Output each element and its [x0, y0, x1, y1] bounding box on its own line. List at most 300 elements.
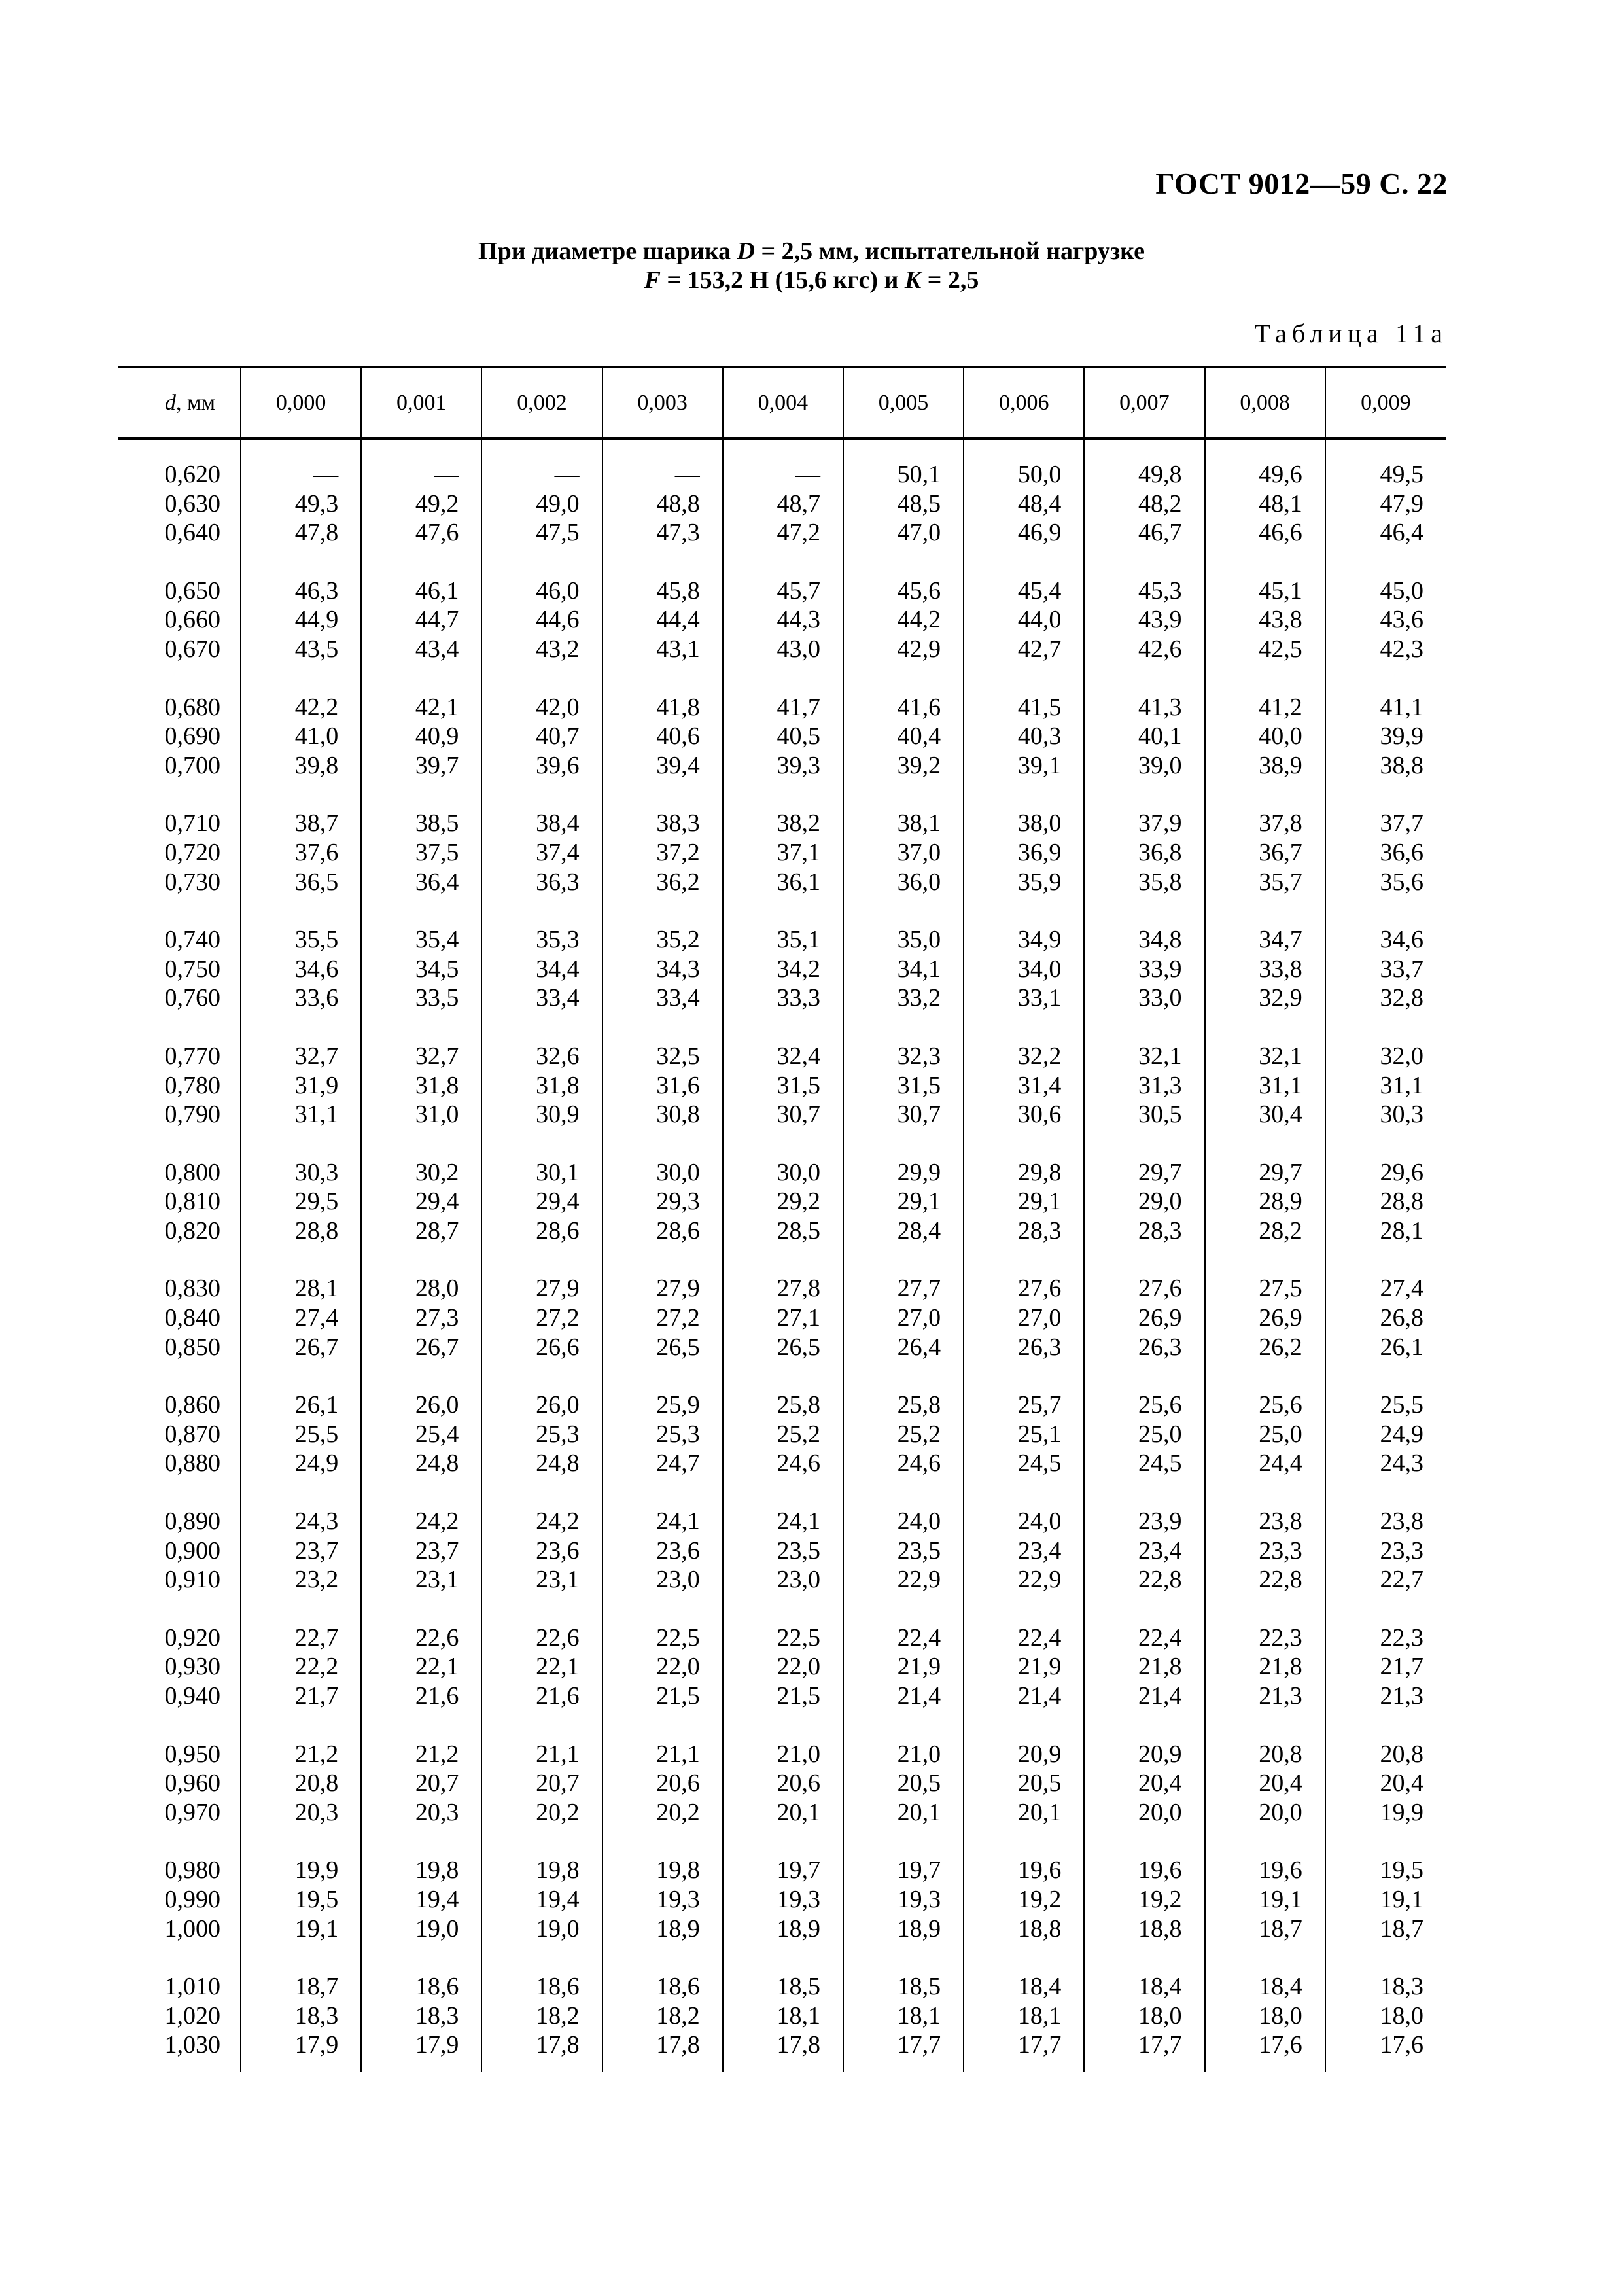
- hardness-cell: 32,8: [1325, 983, 1446, 1013]
- hardness-cell: 33,2: [843, 983, 964, 1013]
- hardness-cell: 23,8: [1325, 1478, 1446, 1536]
- hardness-cell: 19,6: [1084, 1827, 1204, 1885]
- hardness-cell: 34,9: [964, 896, 1084, 955]
- hardness-cell: 28,0: [361, 1245, 481, 1303]
- hardness-cell: 22,6: [361, 1595, 481, 1653]
- hardness-cell: 27,7: [843, 1245, 964, 1303]
- hardness-cell: 49,8: [1084, 439, 1204, 489]
- hardness-cell: 40,0: [1205, 722, 1325, 751]
- table-row: [118, 1303, 1446, 1333]
- hardness-cell: 17,6: [1205, 2030, 1325, 2072]
- hardness-cell: 37,8: [1205, 780, 1325, 838]
- diameter-cell: 0,960: [164, 1769, 220, 1797]
- hardness-cell: 30,0: [723, 1129, 843, 1188]
- diameter-cell: 0,780: [164, 1071, 220, 1099]
- hardness-cell: 24,8: [361, 1449, 481, 1478]
- hardness-cell: 25,6: [1084, 1362, 1204, 1420]
- hardness-cell: 45,3: [1084, 548, 1204, 606]
- hardness-cell: —: [602, 439, 723, 489]
- hardness-cell: 24,2: [361, 1478, 481, 1536]
- hardness-cell: 18,4: [964, 1943, 1084, 2002]
- hardness-cell: 23,4: [1084, 1536, 1204, 1566]
- diameter-cell: 0,640: [164, 519, 220, 547]
- hardness-cell: 44,7: [361, 605, 481, 635]
- hardness-cell: 35,1: [723, 896, 843, 955]
- hardness-cell: 26,7: [241, 1333, 361, 1362]
- hardness-cell: 22,5: [723, 1595, 843, 1653]
- hardness-cell: 26,5: [602, 1333, 723, 1362]
- hardness-cell: 31,5: [723, 1071, 843, 1101]
- hardness-cell: 23,3: [1205, 1536, 1325, 1566]
- hardness-cell: 29,4: [361, 1187, 481, 1216]
- hardness-cell: 18,1: [964, 2002, 1084, 2031]
- hardness-cell: 24,3: [1325, 1449, 1446, 1478]
- hardness-cell: 35,8: [1084, 868, 1204, 897]
- hardness-cell: 49,6: [1205, 439, 1325, 489]
- table-row: [118, 664, 1446, 722]
- hardness-cell: 24,1: [602, 1478, 723, 1536]
- hardness-cell: 18,7: [1205, 1915, 1325, 1944]
- hardness-cell: 18,5: [843, 1943, 964, 2002]
- hardness-cell: 35,6: [1325, 868, 1446, 897]
- hardness-cell: 30,7: [843, 1100, 964, 1129]
- hardness-cell: 20,8: [1205, 1711, 1325, 1769]
- hardness-cell: 27,9: [602, 1245, 723, 1303]
- hardness-cell: 28,7: [361, 1216, 481, 1246]
- diameter-cell: 0,710: [164, 809, 220, 838]
- caption-text: = 2,5: [921, 266, 979, 294]
- table-row: [118, 1682, 1446, 1711]
- hardness-cell: 19,3: [843, 1885, 964, 1915]
- hardness-cell: 18,6: [602, 1943, 723, 2002]
- diameter-cell: 0,740: [164, 926, 220, 954]
- hardness-cell: 21,5: [723, 1682, 843, 1711]
- hardness-cell: 33,0: [1084, 983, 1204, 1013]
- hardness-cell: 37,7: [1325, 780, 1446, 838]
- hardness-cell: 32,3: [843, 1013, 964, 1071]
- table-row: [118, 518, 1446, 548]
- column-header: 0,004: [723, 368, 843, 439]
- diameter-cell: 0,920: [164, 1623, 220, 1651]
- caption-line-1: [0, 237, 1623, 266]
- table-row: [118, 1478, 1446, 1536]
- hardness-cell: 35,0: [843, 896, 964, 955]
- hardness-cell: 23,3: [1325, 1536, 1446, 1566]
- hardness-cell: 19,1: [1325, 1885, 1446, 1915]
- diameter-cell: 0,990: [164, 1885, 220, 1913]
- hardness-cell: 23,8: [1205, 1478, 1325, 1536]
- hardness-cell: 31,1: [1325, 1071, 1446, 1101]
- hardness-cell: 42,0: [481, 664, 602, 722]
- hardness-cell: 21,7: [241, 1682, 361, 1711]
- hardness-cell: 21,6: [481, 1682, 602, 1711]
- table-row: [118, 1798, 1446, 1828]
- hardness-cell: 21,2: [361, 1711, 481, 1769]
- hardness-cell: 46,9: [964, 518, 1084, 548]
- hardness-cell: —: [481, 439, 602, 489]
- hardness-cell: 39,6: [481, 751, 602, 781]
- column-header: 0,001: [361, 368, 481, 439]
- diameter-cell: 0,620: [164, 461, 220, 488]
- hardness-cell: 36,7: [1205, 838, 1325, 868]
- table-row: [118, 1187, 1446, 1216]
- hardness-cell: 26,2: [1205, 1333, 1325, 1362]
- table-row: [118, 896, 1446, 955]
- column-header: 0,009: [1325, 368, 1446, 439]
- hardness-cell: 46,7: [1084, 518, 1204, 548]
- hardness-cell: 41,0: [241, 722, 361, 751]
- hardness-cell: 24,9: [241, 1449, 361, 1478]
- hardness-table: [118, 366, 1446, 2072]
- hardness-cell: 19,8: [481, 1827, 602, 1885]
- table-row: [118, 751, 1446, 781]
- column-header: 0,000: [241, 368, 361, 439]
- hardness-cell: 33,9: [1084, 955, 1204, 984]
- hardness-cell: 35,2: [602, 896, 723, 955]
- diameter-cell: 0,800: [164, 1158, 220, 1186]
- table-row: [118, 1885, 1446, 1915]
- hardness-cell: 50,1: [843, 439, 964, 489]
- table-row: [118, 489, 1446, 519]
- caption-text: = 2,5 мм, испытательной нагрузке: [754, 238, 1145, 265]
- hardness-cell: 23,4: [964, 1536, 1084, 1566]
- table-caption: [0, 237, 1623, 294]
- hardness-cell: 17,7: [843, 2030, 964, 2072]
- diameter-cell: 0,670: [164, 635, 220, 663]
- hardness-cell: 24,9: [1325, 1420, 1446, 1449]
- hardness-cell: 31,8: [481, 1071, 602, 1101]
- table-header-row: [118, 368, 1446, 439]
- hardness-cell: 22,8: [1084, 1565, 1204, 1595]
- hardness-cell: 30,4: [1205, 1100, 1325, 1129]
- diameter-cell: 1,010: [164, 1973, 220, 2001]
- hardness-cell: 21,0: [723, 1711, 843, 1769]
- diameter-cell: 0,730: [164, 868, 220, 896]
- hardness-cell: 35,4: [361, 896, 481, 955]
- hardness-cell: 24,3: [241, 1478, 361, 1536]
- hardness-cell: 24,6: [723, 1449, 843, 1478]
- hardness-cell: 27,6: [964, 1245, 1084, 1303]
- diameter-cell: 0,630: [164, 489, 220, 518]
- hardness-cell: 24,2: [481, 1478, 602, 1536]
- hardness-cell: 21,6: [361, 1682, 481, 1711]
- header-variable: d: [164, 390, 176, 415]
- hardness-cell: 34,8: [1084, 896, 1204, 955]
- diameter-cell: 0,820: [164, 1216, 220, 1245]
- hardness-cell: 32,4: [723, 1013, 843, 1071]
- hardness-cell: 37,6: [241, 838, 361, 868]
- hardness-cell: 27,4: [241, 1303, 361, 1333]
- hardness-cell: 20,2: [602, 1798, 723, 1828]
- table-row: [118, 722, 1446, 751]
- hardness-cell: 45,0: [1325, 548, 1446, 606]
- hardness-cell: 21,9: [843, 1652, 964, 1682]
- hardness-cell: 22,2: [241, 1652, 361, 1682]
- hardness-cell: 44,6: [481, 605, 602, 635]
- hardness-cell: 34,4: [481, 955, 602, 984]
- hardness-cell: 41,6: [843, 664, 964, 722]
- hardness-cell: 32,7: [241, 1013, 361, 1071]
- hardness-cell: 23,1: [361, 1565, 481, 1595]
- hardness-cell: 26,7: [361, 1333, 481, 1362]
- hardness-cell: 20,6: [723, 1769, 843, 1798]
- hardness-cell: 17,8: [602, 2030, 723, 2072]
- hardness-cell: 29,7: [1205, 1129, 1325, 1188]
- hardness-cell: 49,0: [481, 489, 602, 519]
- hardness-cell: 38,3: [602, 780, 723, 838]
- hardness-cell: 21,0: [843, 1711, 964, 1769]
- hardness-cell: 37,5: [361, 838, 481, 868]
- diameter-cell: 0,910: [164, 1566, 220, 1594]
- hardness-cell: 18,4: [1084, 1943, 1204, 2002]
- hardness-cell: —: [361, 439, 481, 489]
- hardness-cell: 20,8: [241, 1769, 361, 1798]
- hardness-cell: 23,0: [723, 1565, 843, 1595]
- hardness-cell: 43,5: [241, 635, 361, 664]
- hardness-cell: 28,5: [723, 1216, 843, 1246]
- hardness-cell: 28,6: [481, 1216, 602, 1246]
- table-row: [118, 2030, 1446, 2072]
- hardness-cell: 24,5: [964, 1449, 1084, 1478]
- hardness-cell: 19,4: [481, 1885, 602, 1915]
- table-row: [118, 635, 1446, 664]
- diameter-cell: 0,720: [164, 838, 220, 866]
- hardness-cell: 41,1: [1325, 664, 1446, 722]
- hardness-cell: 42,6: [1084, 635, 1204, 664]
- hardness-cell: 40,1: [1084, 722, 1204, 751]
- hardness-cell: 20,8: [1325, 1711, 1446, 1769]
- hardness-cell: 19,8: [361, 1827, 481, 1885]
- diameter-cell: 0,650: [164, 576, 220, 605]
- table-row: [118, 2002, 1446, 2031]
- hardness-cell: 41,8: [602, 664, 723, 722]
- hardness-cell: 44,3: [723, 605, 843, 635]
- table-row: [118, 1449, 1446, 1478]
- hardness-cell: 27,3: [361, 1303, 481, 1333]
- hardness-cell: 18,7: [241, 1943, 361, 2002]
- hardness-cell: 46,0: [481, 548, 602, 606]
- hardness-cell: 29,5: [241, 1187, 361, 1216]
- hardness-cell: 19,0: [361, 1915, 481, 1944]
- hardness-cell: 30,3: [241, 1129, 361, 1188]
- hardness-cell: 18,0: [1084, 2002, 1204, 2031]
- hardness-cell: 47,8: [241, 518, 361, 548]
- hardness-cell: 32,5: [602, 1013, 723, 1071]
- diameter-cell: 0,830: [164, 1275, 220, 1303]
- page-header: ГОСТ 9012—59 С. 22: [1155, 167, 1448, 200]
- diameter-cell: 1,030: [164, 2031, 220, 2059]
- hardness-cell: 31,0: [361, 1100, 481, 1129]
- hardness-cell: 29,8: [964, 1129, 1084, 1188]
- hardness-cell: 37,4: [481, 838, 602, 868]
- hardness-cell: 24,5: [1084, 1449, 1204, 1478]
- table-row: [118, 1827, 1446, 1885]
- hardness-cell: 20,6: [602, 1769, 723, 1798]
- hardness-cell: 24,7: [602, 1449, 723, 1478]
- diameter-cell: 0,850: [164, 1333, 220, 1361]
- hardness-cell: 27,0: [843, 1303, 964, 1333]
- hardness-cell: 17,7: [964, 2030, 1084, 2072]
- hardness-cell: 39,3: [723, 751, 843, 781]
- hardness-cell: 26,6: [481, 1333, 602, 1362]
- hardness-cell: 22,4: [1084, 1595, 1204, 1653]
- hardness-cell: —: [241, 439, 361, 489]
- hardness-cell: 23,6: [481, 1536, 602, 1566]
- hardness-cell: 25,4: [361, 1420, 481, 1449]
- hardness-cell: 20,7: [361, 1769, 481, 1798]
- table-body: [118, 439, 1446, 2072]
- hardness-cell: 22,5: [602, 1595, 723, 1653]
- hardness-cell: 21,1: [481, 1711, 602, 1769]
- hardness-cell: 28,3: [964, 1216, 1084, 1246]
- table-row: [118, 983, 1446, 1013]
- hardness-cell: 39,2: [843, 751, 964, 781]
- hardness-cell: 24,0: [843, 1478, 964, 1536]
- caption-variable: K: [904, 266, 922, 294]
- hardness-cell: 27,2: [602, 1303, 723, 1333]
- hardness-cell: 18,2: [481, 2002, 602, 2031]
- hardness-cell: 30,6: [964, 1100, 1084, 1129]
- hardness-cell: 25,0: [1084, 1420, 1204, 1449]
- diameter-cell: 0,750: [164, 955, 220, 983]
- table-row: [118, 1915, 1446, 1944]
- hardness-cell: 24,8: [481, 1449, 602, 1478]
- hardness-cell: 31,9: [241, 1071, 361, 1101]
- hardness-cell: 38,2: [723, 780, 843, 838]
- hardness-cell: 19,1: [241, 1915, 361, 1944]
- hardness-cell: 37,9: [1084, 780, 1204, 838]
- hardness-cell: 40,7: [481, 722, 602, 751]
- hardness-cell: 25,1: [964, 1420, 1084, 1449]
- hardness-cell: 19,3: [723, 1885, 843, 1915]
- hardness-cell: 23,7: [241, 1536, 361, 1566]
- hardness-cell: 31,8: [361, 1071, 481, 1101]
- hardness-cell: 18,9: [843, 1915, 964, 1944]
- hardness-cell: 25,5: [241, 1420, 361, 1449]
- diameter-cell: 0,870: [164, 1420, 220, 1448]
- hardness-cell: 44,0: [964, 605, 1084, 635]
- table-row: [118, 838, 1446, 868]
- hardness-cell: 19,0: [481, 1915, 602, 1944]
- hardness-cell: 18,4: [1205, 1943, 1325, 2002]
- hardness-cell: 45,4: [964, 548, 1084, 606]
- hardness-cell: 24,1: [723, 1478, 843, 1536]
- hardness-cell: 31,6: [602, 1071, 723, 1101]
- header-unit: , мм: [175, 390, 215, 415]
- hardness-cell: 19,4: [361, 1885, 481, 1915]
- hardness-cell: 18,5: [723, 1943, 843, 2002]
- hardness-cell: 22,0: [602, 1652, 723, 1682]
- hardness-cell: 37,2: [602, 838, 723, 868]
- hardness-cell: 27,5: [1205, 1245, 1325, 1303]
- hardness-cell: 36,2: [602, 868, 723, 897]
- hardness-cell: 25,3: [602, 1420, 723, 1449]
- hardness-cell: 43,8: [1205, 605, 1325, 635]
- hardness-cell: 26,1: [1325, 1333, 1446, 1362]
- hardness-cell: 36,9: [964, 838, 1084, 868]
- diameter-cell: 0,970: [164, 1798, 220, 1826]
- table-row: [118, 1420, 1446, 1449]
- table-row: [118, 1595, 1446, 1653]
- hardness-cell: 21,4: [964, 1682, 1084, 1711]
- hardness-cell: 19,2: [964, 1885, 1084, 1915]
- hardness-cell: 35,9: [964, 868, 1084, 897]
- hardness-cell: 46,6: [1205, 518, 1325, 548]
- hardness-cell: 38,5: [361, 780, 481, 838]
- hardness-cell: 44,9: [241, 605, 361, 635]
- hardness-cell: 29,6: [1325, 1129, 1446, 1188]
- hardness-cell: 35,5: [241, 896, 361, 955]
- hardness-cell: 19,6: [1205, 1827, 1325, 1885]
- hardness-cell: 33,8: [1205, 955, 1325, 984]
- hardness-cell: 48,7: [723, 489, 843, 519]
- hardness-cell: 30,0: [602, 1129, 723, 1188]
- hardness-cell: 19,9: [241, 1827, 361, 1885]
- hardness-cell: 21,8: [1205, 1652, 1325, 1682]
- hardness-cell: 48,4: [964, 489, 1084, 519]
- diameter-cell: 0,900: [164, 1536, 220, 1564]
- diameter-cell: 0,890: [164, 1508, 220, 1536]
- table-row: [118, 1652, 1446, 1682]
- hardness-cell: 19,3: [602, 1885, 723, 1915]
- hardness-cell: 46,1: [361, 548, 481, 606]
- hardness-cell: 28,1: [241, 1245, 361, 1303]
- table-row: [118, 1565, 1446, 1595]
- hardness-cell: 47,2: [723, 518, 843, 548]
- hardness-cell: 40,5: [723, 722, 843, 751]
- hardness-cell: 19,8: [602, 1827, 723, 1885]
- hardness-cell: 28,8: [241, 1216, 361, 1246]
- hardness-cell: 39,9: [1325, 722, 1446, 751]
- hardness-cell: 26,1: [241, 1362, 361, 1420]
- hardness-cell: 49,2: [361, 489, 481, 519]
- hardness-cell: 22,9: [843, 1565, 964, 1595]
- hardness-cell: 45,7: [723, 548, 843, 606]
- hardness-cell: 45,6: [843, 548, 964, 606]
- hardness-cell: 21,9: [964, 1652, 1084, 1682]
- hardness-cell: 43,0: [723, 635, 843, 664]
- hardness-cell: 39,4: [602, 751, 723, 781]
- hardness-cell: 43,4: [361, 635, 481, 664]
- hardness-cell: 30,5: [1084, 1100, 1204, 1129]
- hardness-cell: 26,9: [1084, 1303, 1204, 1333]
- hardness-cell: 34,2: [723, 955, 843, 984]
- table-row: [118, 1013, 1446, 1071]
- hardness-cell: 25,8: [843, 1362, 964, 1420]
- hardness-cell: 22,4: [964, 1595, 1084, 1653]
- hardness-cell: 18,8: [964, 1915, 1084, 1944]
- hardness-cell: 47,9: [1325, 489, 1446, 519]
- hardness-cell: 30,1: [481, 1129, 602, 1188]
- hardness-cell: 26,8: [1325, 1303, 1446, 1333]
- hardness-cell: 39,8: [241, 751, 361, 781]
- hardness-cell: 29,1: [843, 1187, 964, 1216]
- hardness-cell: 34,0: [964, 955, 1084, 984]
- hardness-cell: 21,3: [1325, 1682, 1446, 1711]
- hardness-cell: 18,1: [723, 2002, 843, 2031]
- diameter-cell: 0,790: [164, 1101, 220, 1129]
- hardness-cell: 27,1: [723, 1303, 843, 1333]
- table-row: [118, 605, 1446, 635]
- column-header: 0,002: [481, 368, 602, 439]
- hardness-cell: 33,4: [481, 983, 602, 1013]
- hardness-cell: 27,2: [481, 1303, 602, 1333]
- hardness-cell: 30,2: [361, 1129, 481, 1188]
- hardness-cell: 17,7: [1084, 2030, 1204, 2072]
- hardness-cell: 36,8: [1084, 838, 1204, 868]
- hardness-cell: 23,9: [1084, 1478, 1204, 1536]
- hardness-cell: 48,1: [1205, 489, 1325, 519]
